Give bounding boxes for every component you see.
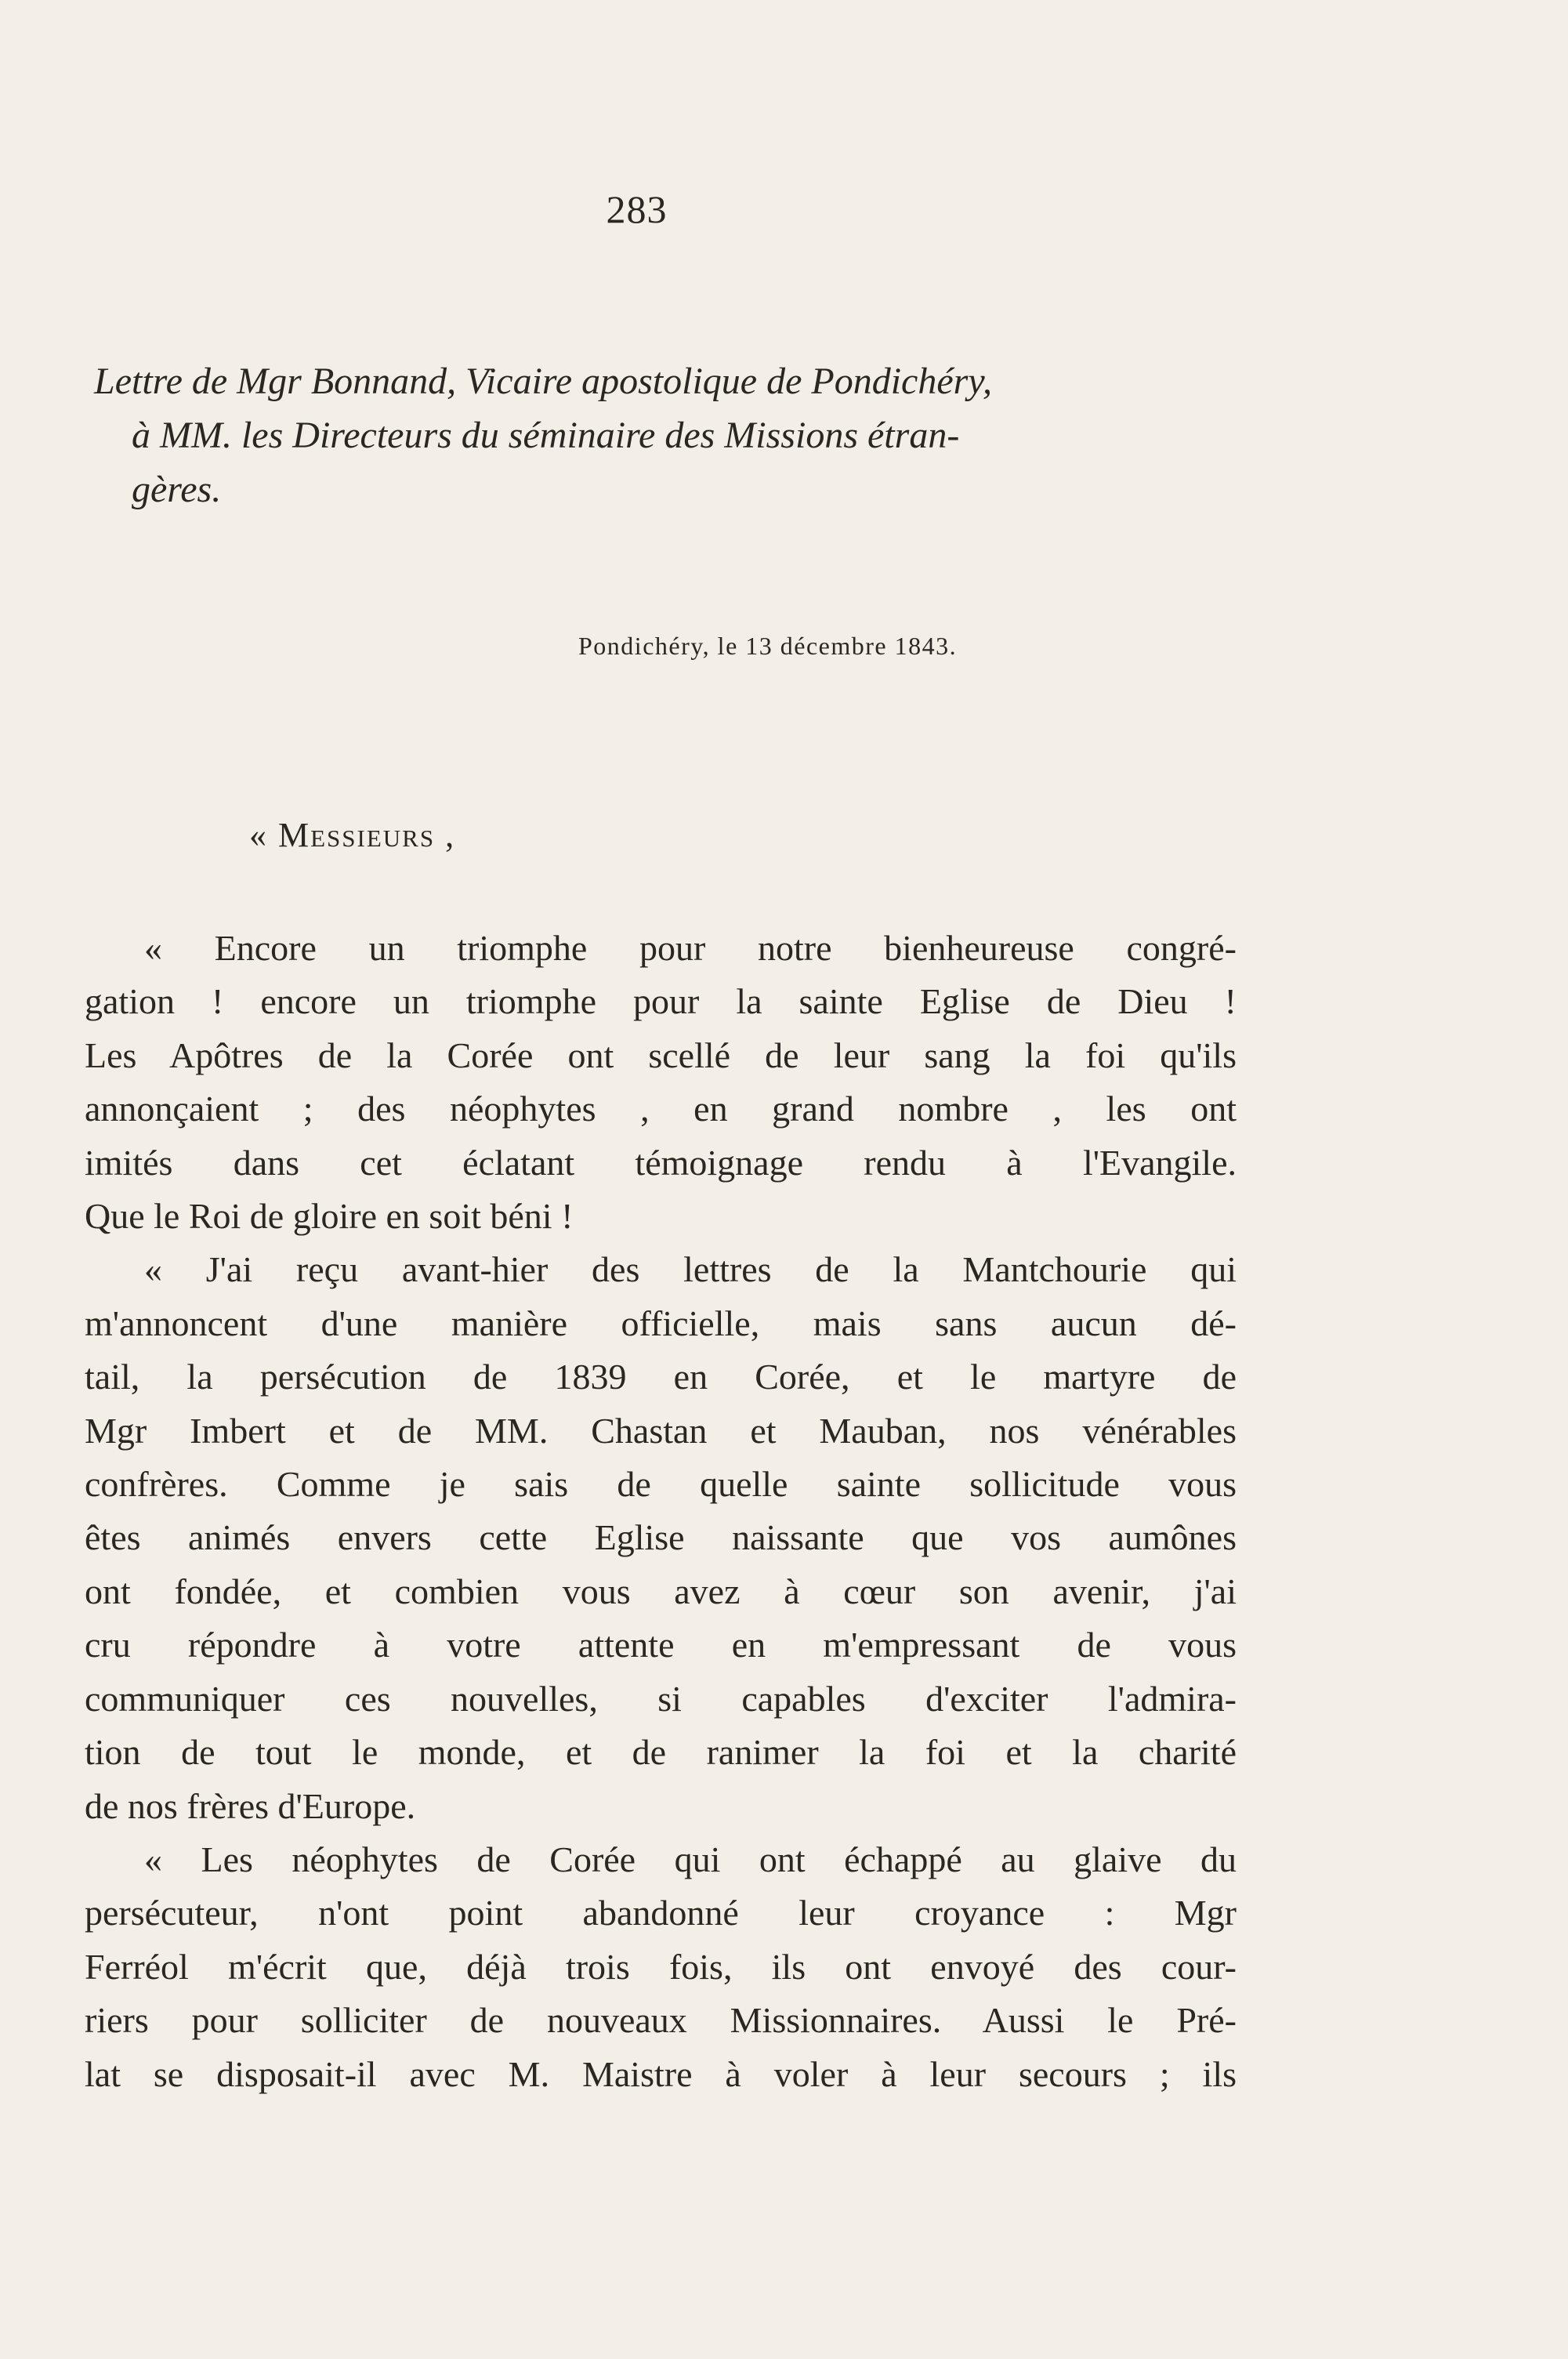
body-line: êtes animés envers cette Eglise naissante que vos aumônes [85,1517,1237,1558]
dateline: Pondichéry, le 13 décembre 1843. [578,632,958,660]
body-line: Que le Roi de gloire en soit béni ! [85,1196,574,1237]
letter-body [85,922,1237,2101]
body-line: riers pour solliciter de nouveaux Missionnaires. Aussi le Pré- [85,2000,1237,2041]
body-line: annonçaient ; des néophytes , en grand nombre , les ont [85,1089,1237,1129]
body-line: tail, la persécution de 1839 en Corée, et le martyre de [85,1357,1237,1397]
body-line: de nos frères d'Europe. [85,1785,416,1826]
body-line: « J'ai reçu avant-hier des lettres de la Mantchourie qui [144,1249,1237,1290]
body-line: Les Apôtres de la Corée ont scellé de leur sang la foi qu'ils [85,1035,1237,1075]
body-line: cru répondre à votre attente en m'empressant de vous [85,1625,1237,1665]
body-line: Mgr Imbert et de MM. Chastan et Mauban, nos vénérables [85,1410,1237,1451]
title-line-2: à MM. les Directeurs du séminaire des Missions étran- [132,415,960,456]
body-line: tion de tout le monde, et de ranimer la foi et la charité [85,1732,1237,1773]
body-line: gation ! encore un triomphe pour la sainte Eglise de Dieu ! [85,981,1237,1022]
body-line: m'annoncent d'une manière officielle, mais sans aucun dé- [85,1303,1237,1343]
body-line: Ferréol m'écrit que, déjà trois fois, ils ont envoyé des cour- [85,1946,1237,1987]
body-line: persécuteur, n'ont point abandonné leur croyance : Mgr [85,1893,1237,1933]
body-line: ont fondée, et combien vous avez à cœur son avenir, j'ai [85,1571,1237,1611]
body-line: « Encore un triomphe pour notre bienheureuse congré- [144,928,1237,968]
title-line-1: Lettre de Mgr Bonnand, Vicaire apostolique de Pondichéry, [94,361,992,402]
letter-title [94,354,1215,516]
page-number: 283 [606,187,668,231]
body-line: imités dans cet éclatant témoignage rendu à l'Evangile. [85,1142,1237,1183]
body-line: confrères. Comme je sais de quelle sainte sollicitude vous [85,1464,1237,1505]
body-line: « Les néophytes de Corée qui ont échappé au glaive du [144,1839,1237,1879]
title-line-3: gères. [132,469,222,510]
body-line: lat se disposait-il avec M. Maistre à voler à leur secours ; ils [85,2053,1237,2094]
salutation: « Messieurs , [249,816,456,854]
body-line: communiquer ces nouvelles, si capables d'exciter l'admira- [85,1678,1237,1719]
